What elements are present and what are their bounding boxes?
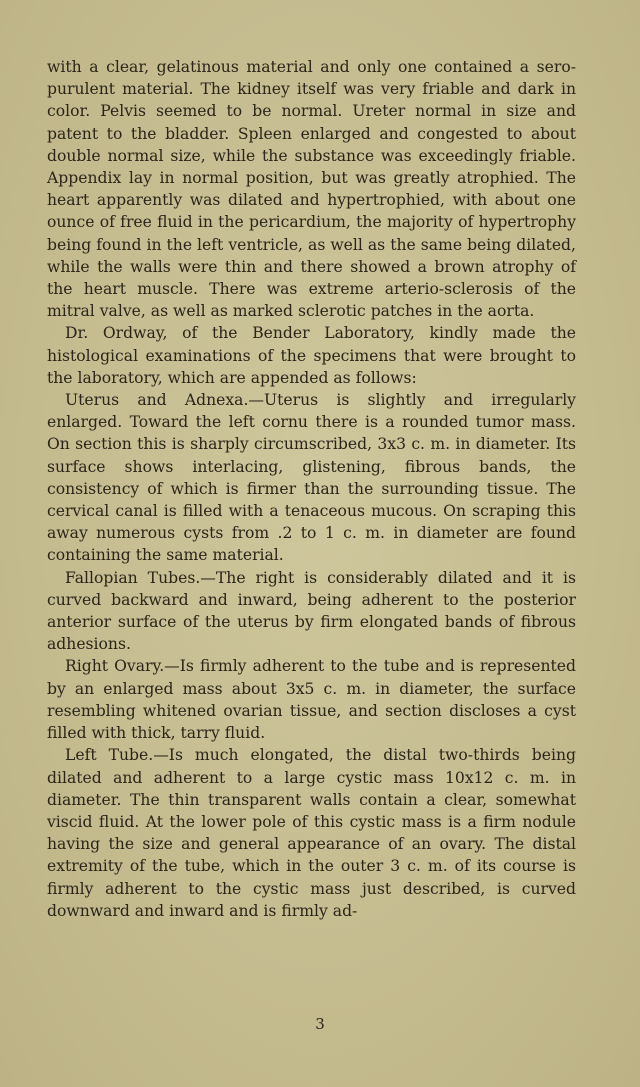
page-body bbox=[47, 56, 576, 922]
paragraph-right-ovary: Right Ovary.—Is firmly adherent to the tube and is represented by an enlarged mass about 3x5 c. m. in diameter, the surface resembling whitened ovarian tissue, and section discloses a cyst filled with thick, tarry fluid. bbox=[47, 657, 576, 743]
paragraph-bender-laboratory: Dr. Ordway, of the Bender Laboratory, kindly made the histological examinations of the specimens that were brought to the laboratory, which are appended as follows: bbox=[47, 324, 576, 387]
paragraph-continuation: with a clear, gelatinous material and only one contained a sero-purulent material. The kidney itself was very friable and dark in color. Pelvis seemed to be normal. Ureter normal in size and patent to the bladder. Spleen enlarged and congested to about double normal size, while the substance was exceedingly friable. Appendix lay in normal position, but was greatly atrophied. The heart apparently was dilated and hypertrophied, with about one ounce of free fluid in the pericardium, the majority of hypertrophy being found in the left ventricle, as well as the same being dilated, while the walls were thin and there showed a brown atrophy of the heart muscle. There was extreme arterio-sclerosis of the mitral valve, as well as marked sclerotic patches in the aorta. bbox=[47, 58, 576, 321]
paragraph-left-tube: Left Tube.—Is much elongated, the distal two-thirds being dilated and adherent to a large cystic mass 10x12 c. m. in diameter. The thin transparent walls contain a clear, somewhat viscid fluid. At the lower pole of this cystic mass is a firm nodule having the size and general appearance of an ovary. The distal extremity of the tube, which in the outer 3 c. m. of its course is firmly adherent to the cystic mass just described, is curved downward and inward and is firmly ad- bbox=[47, 746, 576, 920]
paragraph-fallopian-tubes: Fallopian Tubes.—The right is considerably dilated and it is curved backward and inward, being adherent to the posterior anterior surface of the uterus by firm elongated bands of fibrous adhesions. bbox=[47, 568, 576, 654]
paragraph-uterus-adnexa: Uterus and Adnexa.—Uterus is slightly and irregularly enlarged. Toward the left cornu there is a rounded tumor mass. On section this is sharply circumscribed, 3x3 c. m. in diameter. Its surface shows interlacing, glistening, fibrous bands, the consistency of which is firmer than the surrounding tissue. The cervical canal is filled with a tenaceous mucous. On scraping this away numerous cysts from .2 to 1 c. m. in diameter are found containing the same material. bbox=[47, 391, 576, 565]
page-number: 3 bbox=[315, 1015, 325, 1033]
